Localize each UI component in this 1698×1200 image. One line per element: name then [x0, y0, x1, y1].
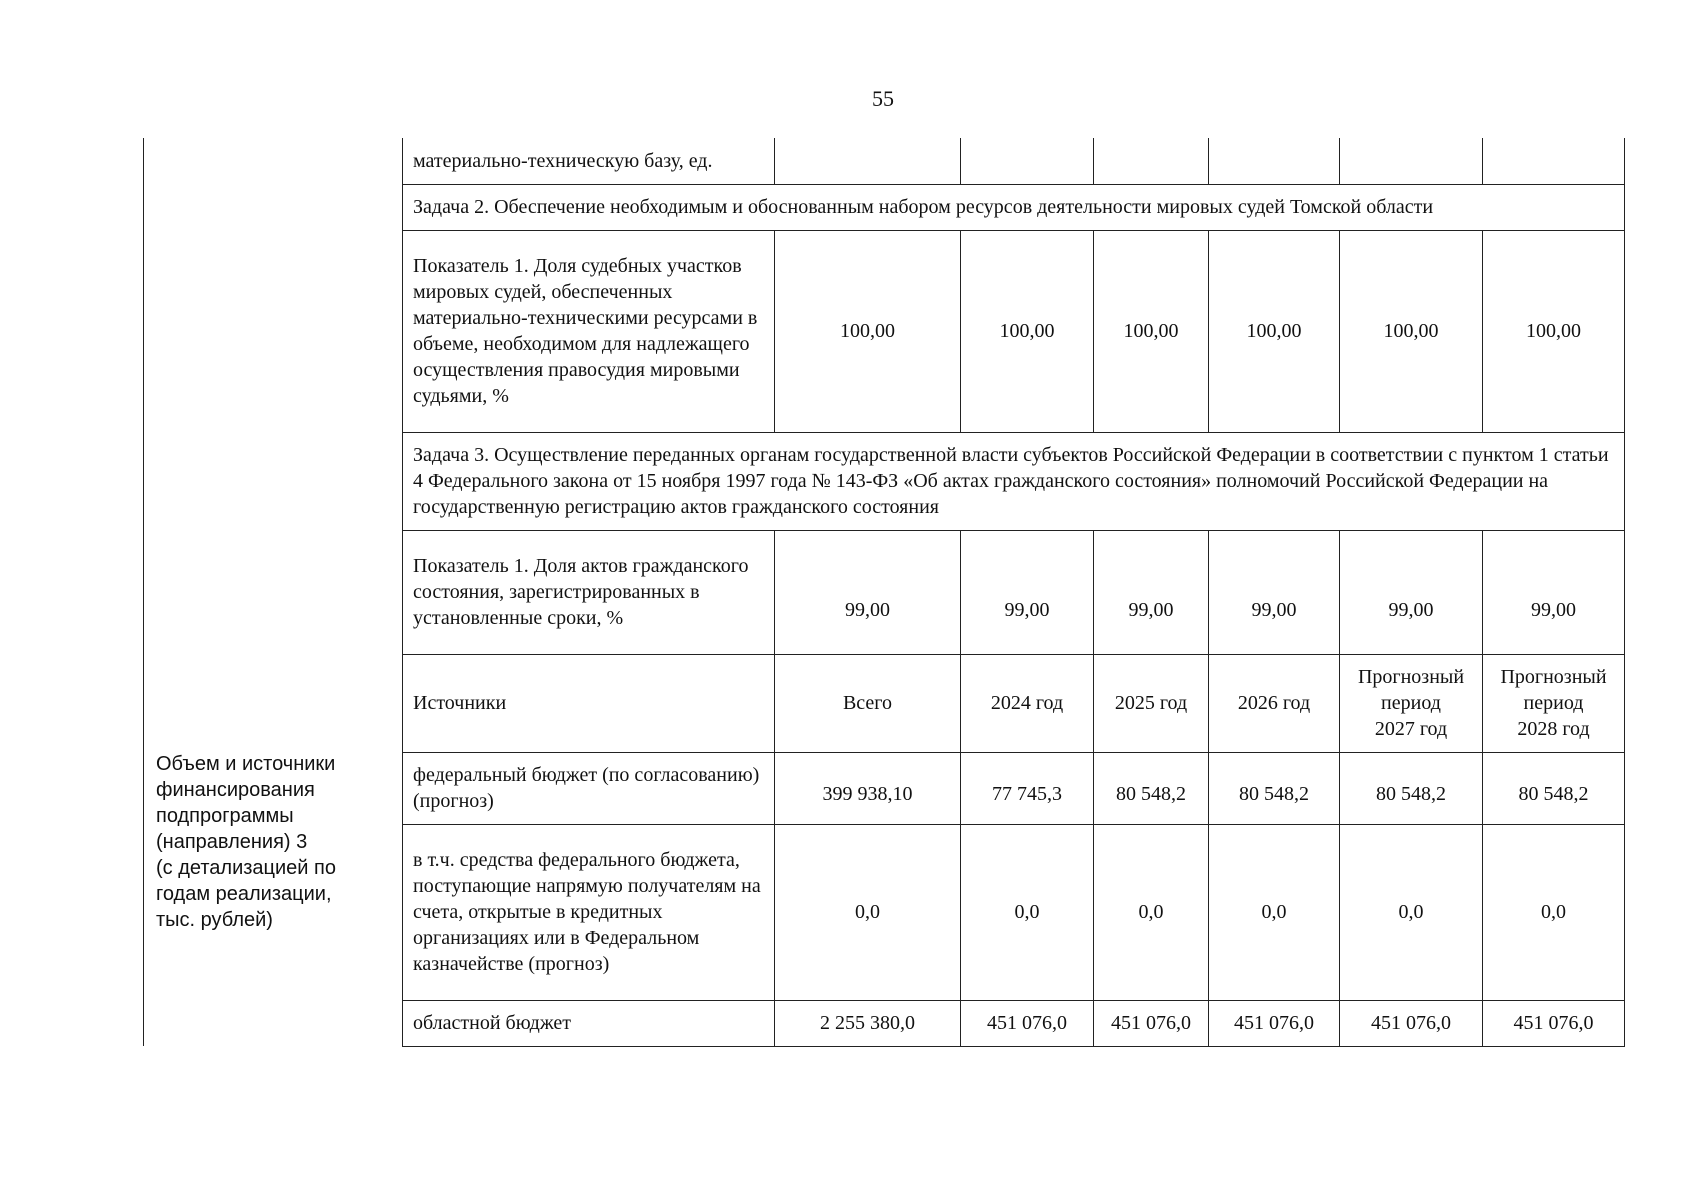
value-cell: 0,0 [775, 824, 961, 1000]
page-number: 55 [872, 86, 894, 111]
value-cell: 2 255 380,0 [775, 1000, 961, 1046]
value-cell: 451 076,0 [1209, 1000, 1340, 1046]
value-cell: 0,0 [1094, 824, 1209, 1000]
task-row [403, 184, 1625, 230]
empty-cell [1340, 138, 1483, 184]
value-cell: 451 076,0 [961, 1000, 1094, 1046]
task-3-title: Задача 3. Осуществление переданных органам государственной власти субъектов Российской Федерации в соответствии с пунктом 1 статьи 4 Федерального закона от 15 ноября 1997 года № 143-ФЗ «Об актах гражданского состояния» полномочий Российской Федерации на государственную регистрацию актов гражданского состояния [403, 432, 1625, 530]
column-header: Прогнозный период 2027 год [1340, 654, 1483, 752]
sources-header: Источники [403, 654, 775, 752]
task-2-title: Задача 2. Обеспечение необходимым и обоснованным набором ресурсов деятельности мировых судей Томской области [403, 184, 1625, 230]
table-row [403, 1000, 1625, 1046]
value-cell: 80 548,2 [1483, 752, 1625, 824]
value-cell: 99,00 [775, 530, 961, 654]
empty-cell [1094, 138, 1209, 184]
column-header: 2024 год [961, 654, 1094, 752]
value-cell: 99,00 [1094, 530, 1209, 654]
column-header: Всего [775, 654, 961, 752]
value-cell: 80 548,2 [1340, 752, 1483, 824]
federal-budget-label: федеральный бюджет (по согласованию) (прогноз) [403, 752, 775, 824]
value-cell: 100,00 [1483, 230, 1625, 432]
value-cell: 451 076,0 [1340, 1000, 1483, 1046]
value-cell: 0,0 [1483, 824, 1625, 1000]
table-row [403, 824, 1625, 1000]
task-row [403, 432, 1625, 530]
left-column [143, 138, 402, 1046]
value-cell: 399 938,10 [775, 752, 961, 824]
value-cell: 100,00 [1209, 230, 1340, 432]
table-row [403, 530, 1625, 654]
column-header: 2026 год [1209, 654, 1340, 752]
empty-cell [961, 138, 1094, 184]
table-row [403, 138, 1625, 184]
indicators-table [402, 138, 1625, 1047]
empty-cell [1209, 138, 1340, 184]
indicator-3-label: Показатель 1. Доля актов гражданского состояния, зарегистрированных в установленные сроки, % [403, 530, 775, 654]
value-cell: 77 745,3 [961, 752, 1094, 824]
column-header: Прогнозный период 2028 год [1483, 654, 1625, 752]
value-cell: 99,00 [1209, 530, 1340, 654]
indicator-2-label: Показатель 1. Доля судебных участков мировых судей, обеспеченных материально-техническими ресурсами в объеме, необходимом для надлежащего осуществления правосудия мировыми судьями, % [403, 230, 775, 432]
value-cell: 0,0 [1209, 824, 1340, 1000]
value-cell: 99,00 [1340, 530, 1483, 654]
value-cell: 451 076,0 [1483, 1000, 1625, 1046]
empty-cell [775, 138, 961, 184]
value-cell: 100,00 [1340, 230, 1483, 432]
value-cell: 0,0 [961, 824, 1094, 1000]
value-cell: 0,0 [1340, 824, 1483, 1000]
row-label: материально-техническую базу, ед. [403, 138, 775, 184]
value-cell: 80 548,2 [1209, 752, 1340, 824]
table-row [403, 752, 1625, 824]
value-cell: 100,00 [775, 230, 961, 432]
empty-cell [1483, 138, 1625, 184]
column-header: 2025 год [1094, 654, 1209, 752]
value-cell: 99,00 [961, 530, 1094, 654]
value-cell: 451 076,0 [1094, 1000, 1209, 1046]
header-row [403, 654, 1625, 752]
value-cell: 80 548,2 [1094, 752, 1209, 824]
value-cell: 99,00 [1483, 530, 1625, 654]
table-row [403, 230, 1625, 432]
federal-direct-label: в т.ч. средства федерального бюджета, поступающие напрямую получателям на счета, открытые в кредитных организациях или в Федеральном казначействе (прогноз) [403, 824, 775, 1000]
regional-budget-label: областной бюджет [403, 1000, 775, 1046]
value-cell: 100,00 [1094, 230, 1209, 432]
funding-section-label: Объем и источники финансирования подпрограммы (направления) 3 (с детализацией по годам реализации, тыс. рублей) [156, 753, 336, 931]
value-cell: 100,00 [961, 230, 1094, 432]
